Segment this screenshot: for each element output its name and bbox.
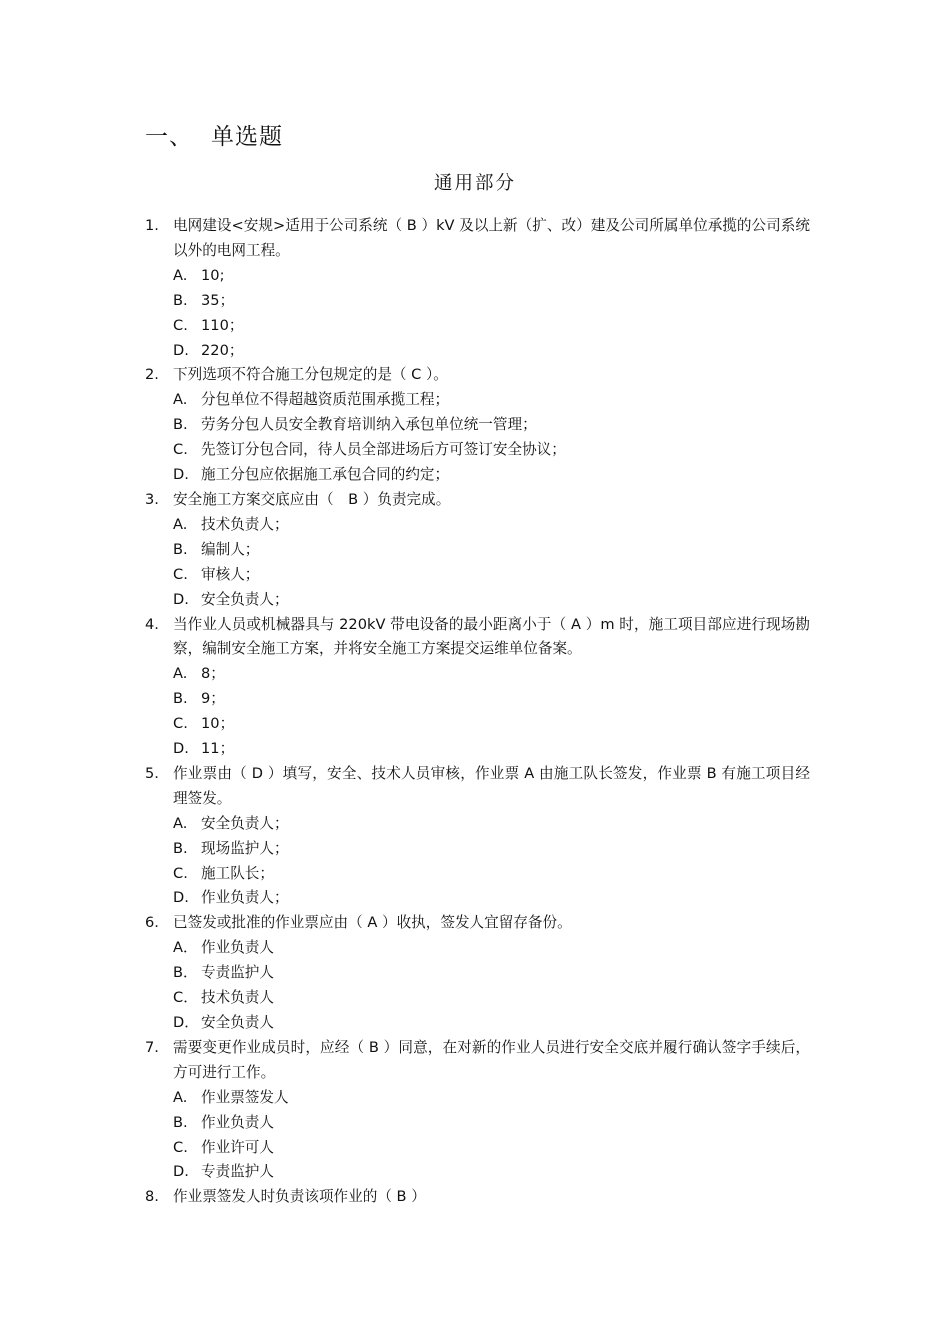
question-number: 6. [145, 914, 159, 932]
option-item [145, 588, 810, 613]
option-text: 安全负责人 [201, 1014, 274, 1031]
question-number: 5. [145, 764, 159, 782]
option-list [145, 264, 810, 364]
option-text: 10; [201, 266, 225, 284]
option-item [145, 314, 810, 339]
option-label: B. [173, 839, 188, 857]
section-title: 单选题 [211, 124, 283, 150]
question-text: 作业票由（ D ）填写，安全、技术人员审核，作业票 A 由施工队长签发，作业票 B 有施工项目经理签发。 [173, 764, 810, 807]
option-item [145, 463, 810, 488]
question-number: 1. [145, 217, 159, 234]
option-item [145, 961, 810, 986]
option-text: 35； [201, 291, 235, 309]
question-item [145, 214, 810, 363]
section-heading [145, 118, 283, 151]
option-label: B. [173, 416, 188, 434]
option-item [145, 388, 810, 413]
option-item [145, 1136, 810, 1161]
option-text: 编制人； [201, 540, 260, 558]
option-text: 专责监护人 [201, 1163, 274, 1181]
question-number: 7. [145, 1038, 159, 1056]
option-label: C． [173, 989, 198, 1007]
option-label: D． [173, 1014, 199, 1031]
option-text: 先签订分包合同，待人员全部进场后方可签订安全协议； [201, 441, 566, 459]
question-number: 3. [145, 490, 159, 508]
option-text: 作业负责人 [201, 1113, 274, 1131]
option-label: A. [173, 1088, 188, 1106]
option-list [145, 662, 810, 762]
option-item [145, 812, 810, 837]
option-item [145, 936, 810, 961]
option-label: D. [173, 740, 189, 758]
option-text: 作业负责人； [201, 889, 289, 907]
option-label: B. [173, 291, 188, 309]
option-text: 安全负责人； [201, 590, 289, 608]
option-text: 现场监护人； [201, 839, 289, 857]
question-text: 安全施工方案交底应由（ B ）负责完成。 [173, 490, 451, 508]
option-text: 220； [201, 341, 244, 359]
option-text: 审核人； [201, 565, 260, 583]
option-label: A. [173, 515, 188, 533]
option-item [145, 837, 810, 862]
option-text: 劳务分包人员安全教育培训纳入承包单位统一管理； [201, 416, 537, 434]
option-item [145, 1011, 810, 1036]
option-item [145, 886, 810, 911]
option-text: 9； [201, 690, 225, 708]
option-text: 作业票签发人 [201, 1088, 289, 1106]
option-list [145, 936, 810, 1036]
option-item [145, 687, 810, 712]
question-text: 作业票签发人时负责该项作业的（ B ） [173, 1188, 426, 1206]
option-label: A. [173, 391, 188, 409]
option-item [145, 563, 810, 588]
option-text: 施工队长； [201, 864, 274, 882]
option-list [145, 513, 810, 613]
option-label: A. [173, 814, 188, 832]
option-item [145, 662, 810, 687]
question-list [145, 214, 810, 1210]
option-list [145, 388, 810, 488]
option-label: D. [173, 466, 189, 484]
option-label: D. [173, 341, 189, 359]
question-text: 已签发或批准的作业票应由（ A ）收执，签发人宜留存备份。 [173, 914, 572, 932]
question-item [145, 1185, 810, 1210]
option-label: C. [173, 316, 188, 334]
question-item [145, 363, 810, 488]
option-text: 技术负责人 [201, 989, 274, 1007]
question-number: 4. [145, 615, 159, 633]
question-item [145, 911, 810, 1036]
option-item [145, 513, 810, 538]
option-item [145, 264, 810, 289]
option-text: 作业负责人 [201, 939, 274, 957]
option-text: 技术负责人； [201, 515, 289, 533]
option-text: 10； [201, 715, 235, 733]
option-label: C. [173, 864, 188, 882]
option-text: 作业许可人 [201, 1138, 274, 1156]
option-item [145, 339, 810, 364]
option-list [145, 812, 810, 912]
option-label: C. [173, 715, 188, 733]
option-item [145, 289, 810, 314]
option-item [145, 712, 810, 737]
question-text: 当作业人员或机械器具与 220kV 带电设备的最小距离小于（ A ）m 时，施工项目部应进行现场勘察，编制安全施工方案，并将安全施工方案提交运维单位备案。 [173, 615, 810, 658]
question-item [145, 762, 810, 911]
question-text: 电网建设<安规>适用于公司系统（ B ）kV 及以上新（扩、改）建及公司所属单位承揽的公司系统以外的电网工程。 [173, 217, 810, 259]
option-text: 施工分包应依据施工承包合同的约定； [201, 466, 450, 484]
option-item [145, 438, 810, 463]
option-label: A. [173, 266, 188, 284]
option-text: 分包单位不得超越资质范围承揽工程； [201, 391, 450, 409]
option-label: C. [173, 565, 188, 583]
question-number: 8. [145, 1188, 159, 1206]
option-item [145, 1086, 810, 1111]
option-label: B. [173, 1113, 188, 1131]
option-list [145, 1086, 810, 1186]
question-item [145, 1036, 810, 1185]
option-item [145, 737, 810, 762]
option-label: B． [173, 964, 198, 982]
option-item [145, 538, 810, 563]
option-label: A. [173, 665, 188, 683]
option-label: B. [173, 540, 188, 558]
option-text: 8； [201, 665, 225, 683]
option-text: 110； [201, 316, 244, 334]
section-number: 一、 [145, 124, 193, 150]
question-text: 下列选项不符合施工分包规定的是（ C ）。 [173, 366, 448, 384]
option-label: A． [173, 939, 198, 957]
option-item [145, 862, 810, 887]
option-item [145, 1160, 810, 1185]
option-text: 专责监护人 [201, 964, 274, 982]
question-text: 需要变更作业成员时，应经（ B ）同意，在对新的作业人员进行安全交底并履行确认签字手续后，方可进行工作。 [173, 1038, 810, 1081]
option-label: C. [173, 441, 188, 459]
question-item [145, 613, 810, 762]
question-item [145, 488, 810, 613]
option-text: 安全负责人； [201, 814, 289, 832]
option-label: D. [173, 889, 189, 907]
option-label: B. [173, 690, 188, 708]
subtitle: 通用部分 [433, 173, 516, 194]
option-item [145, 413, 810, 438]
option-label: C. [173, 1138, 188, 1156]
option-text: 11； [201, 740, 235, 758]
option-label: D. [173, 1163, 189, 1181]
option-label: D. [173, 590, 189, 608]
option-item [145, 1111, 810, 1136]
question-number: 2. [145, 366, 159, 384]
option-item [145, 986, 810, 1011]
